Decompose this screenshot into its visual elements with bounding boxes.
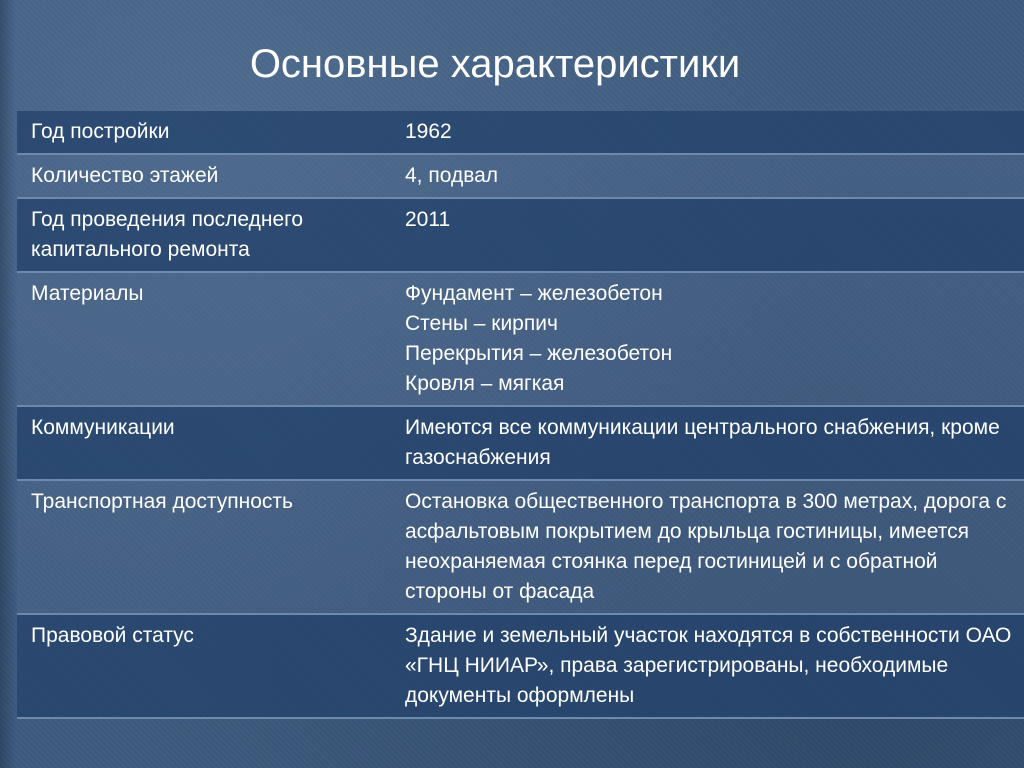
slide-left-edge <box>0 0 16 768</box>
row-value-line: 2011 <box>405 208 451 231</box>
table-row-legal-status <box>17 614 1024 718</box>
row-value <box>393 272 1024 406</box>
characteristics-table <box>17 111 1024 719</box>
row-label: Количество этажей <box>17 154 393 198</box>
table-row-floors <box>17 154 1024 198</box>
row-value-line: Здание и земельный участок находятся в собственности ОАО «ГНЦ НИИАР», права зарегистрированы, необходимые документы оформлены <box>405 624 1012 707</box>
row-label: Правовой статус <box>17 614 393 718</box>
row-label: Год проведения последнего капитального ремонта <box>17 198 393 272</box>
table-row-utilities <box>17 406 1024 480</box>
row-label: Год постройки <box>17 111 393 154</box>
row-value-line: 1962 <box>405 120 452 143</box>
row-value <box>393 154 1024 198</box>
row-value-line: Имеются все коммуникации центрального снабжения, кроме газоснабжения <box>405 416 1000 469</box>
row-label: Материалы <box>17 272 393 406</box>
row-value <box>393 198 1024 272</box>
row-value <box>393 480 1024 614</box>
characteristics-table-container <box>17 111 1024 768</box>
row-value-line: Перекрытия – железобетон <box>405 342 673 365</box>
row-label: Коммуникации <box>17 406 393 480</box>
row-value-line: Стены – кирпич <box>405 312 558 335</box>
table-row-materials <box>17 272 1024 406</box>
row-value <box>393 111 1024 154</box>
table-row-transport <box>17 480 1024 614</box>
row-label: Транспортная доступность <box>17 480 393 614</box>
table-row-last-renovation <box>17 198 1024 272</box>
row-value <box>393 614 1024 718</box>
row-value <box>393 406 1024 480</box>
row-value-line: 4, подвал <box>405 164 499 187</box>
table-row-year-built <box>17 111 1024 154</box>
row-value-line: Кровля – мягкая <box>405 372 565 395</box>
row-value-line: Остановка общественного транспорта в 300 метрах, дорога с асфальтовым покрытием до крыльца гостиницы, имеется неохраняемая стоянка перед гостиницей и с обратной стороны от фасада <box>405 490 1007 603</box>
slide-title: Основные характеристики <box>249 42 741 86</box>
row-value-line: Фундамент – железобетон <box>405 282 663 305</box>
